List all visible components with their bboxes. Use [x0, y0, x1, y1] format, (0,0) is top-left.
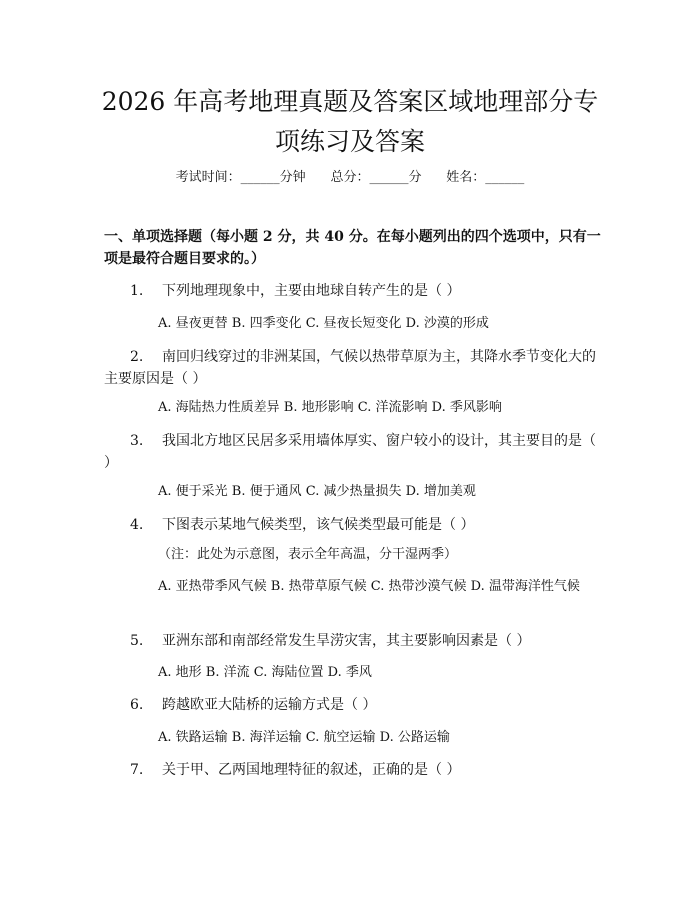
question-stem: 跨越欧亚大陆桥的运输方式是（ ）	[162, 697, 377, 713]
question-4	[104, 514, 604, 536]
question-2-options: A. 海陆热力性质差异 B. 地形影响 C. 洋流影响 D. 季风影响	[158, 400, 502, 415]
question-stem: 下列地理现象中，主要由地球自转产生的是（ ）	[162, 283, 461, 299]
exam-time: 考试时间：______分钟	[175, 170, 306, 185]
question-stem: 我国北方地区民居多采用墙体厚实、窗户较小的设计，其主要目的是（ ）	[104, 433, 596, 471]
question-4-note: （注：此处为示意图，表示全年高温，分干湿两季）	[158, 547, 458, 562]
document-title	[60, 82, 640, 162]
question-number: 3.	[130, 433, 144, 449]
question-stem: 关于甲、乙两国地理特征的叙述，正确的是（ ）	[162, 762, 461, 778]
section-heading: 一、单项选择题（每小题 2 分，共 40 分。在每小题列出的四个选项中，只有一项是最符合题目要求的。）	[104, 229, 601, 267]
question-number: 4.	[130, 517, 144, 533]
question-stem: 亚洲东部和南部经常发生旱涝灾害，其主要影响因素是（ ）	[162, 633, 531, 649]
question-3-options: A. 便于采光 B. 便于通风 C. 减少热量损失 D. 增加美观	[158, 484, 476, 499]
question-stem: 下图表示某地气候类型，该气候类型最可能是（ ）	[162, 517, 475, 533]
exam-name: 姓名：______	[446, 170, 525, 185]
question-number: 5.	[130, 633, 144, 649]
question-5-options: A. 地形 B. 洋流 C. 海陆位置 D. 季风	[158, 665, 372, 680]
question-1-options: A. 昼夜更替 B. 四季变化 C. 昼夜长短变化 D. 沙漠的形成	[158, 316, 489, 331]
question-number: 6.	[130, 697, 144, 713]
question-stem: 南回归线穿过的非洲某国，气候以热带草原为主，其降水季节变化大的主要原因是（ ）	[104, 349, 596, 387]
question-6	[104, 694, 604, 716]
question-6-options: A. 铁路运输 B. 海洋运输 C. 航空运输 D. 公路运输	[158, 730, 450, 745]
question-1	[104, 280, 604, 302]
title-line-2: 项练习及答案	[274, 127, 425, 156]
exam-info	[0, 168, 700, 188]
question-number: 7.	[130, 762, 144, 778]
question-7	[104, 759, 604, 781]
question-number: 2.	[130, 349, 144, 365]
question-2	[104, 346, 604, 390]
question-3	[104, 430, 604, 474]
exam-score: 总分：______分	[330, 170, 422, 185]
question-5	[104, 630, 604, 652]
title-line-1: 2026 年高考地理真题及答案区域地理部分专	[101, 87, 599, 116]
question-4-options: A. 亚热带季风气候 B. 热带草原气候 C. 热带沙漠气候 D. 温带海洋性气候	[158, 579, 580, 594]
question-number: 1.	[130, 283, 144, 299]
